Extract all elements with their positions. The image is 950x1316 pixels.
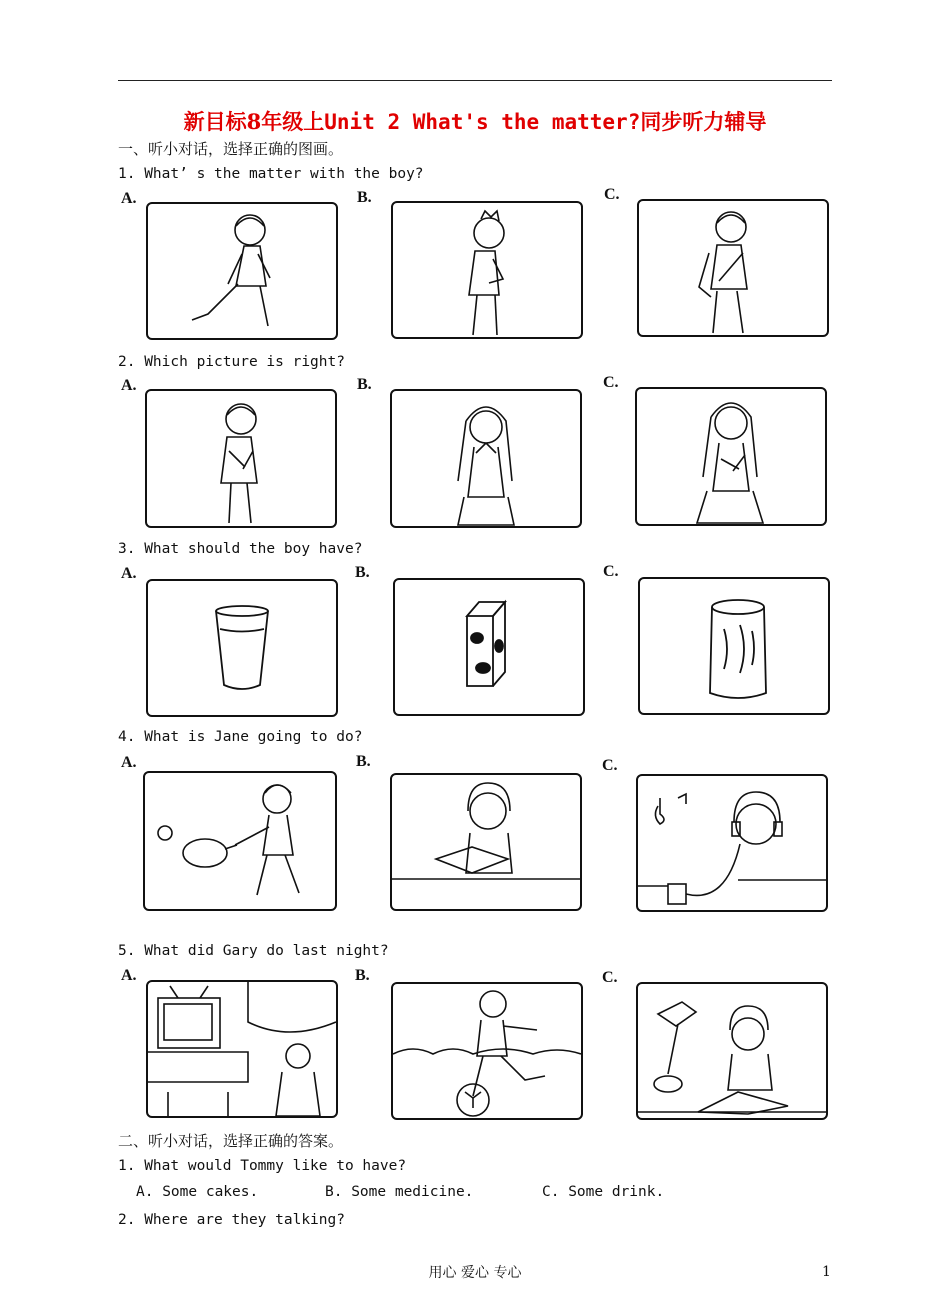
boy-hurt-arm-icon[interactable] [637, 199, 829, 337]
option-label: B. [357, 376, 372, 393]
option-label: B. [355, 967, 370, 984]
section2-question-1: 1. What would Tommy like to have? [118, 1158, 407, 1174]
boy-back-pain-icon[interactable] [391, 201, 583, 339]
water-glass-icon[interactable] [146, 579, 338, 717]
page-title: 新目标8年级上Unit 2 What's the matter?同步听力辅导 [183, 109, 767, 134]
boy-hurt-leg-icon[interactable] [146, 202, 338, 340]
option-label: B. [356, 753, 371, 770]
section2-heading: 二、听小对话，选择正确的答案。 [118, 1132, 344, 1150]
question-2: 2. Which picture is right? [118, 354, 345, 370]
answer-option-b[interactable]: B. Some medicine. [325, 1184, 474, 1200]
option-label: A. [121, 190, 137, 207]
top-rule [118, 80, 832, 81]
option-label: C. [602, 757, 618, 774]
girl-toothache-icon[interactable] [390, 389, 582, 528]
girl-music-icon[interactable] [636, 774, 828, 912]
soda-can-icon[interactable] [638, 577, 830, 715]
boy-soccer-icon[interactable] [391, 982, 583, 1120]
option-label: C. [604, 186, 620, 203]
boy-stomachache-icon[interactable] [145, 389, 337, 528]
tv-watching-icon[interactable] [146, 980, 338, 1118]
girl-reading-icon[interactable] [390, 773, 582, 911]
option-label: C. [603, 374, 619, 391]
answer-option-a[interactable]: A. Some cakes. [136, 1184, 259, 1200]
option-label: A. [121, 377, 137, 394]
option-label: A. [121, 565, 137, 582]
option-label: A. [121, 967, 137, 984]
option-label: A. [121, 754, 137, 771]
girl-stomachache-icon[interactable] [635, 387, 827, 526]
boy-homework-icon[interactable] [636, 982, 828, 1120]
answer-option-c[interactable]: C. Some drink. [542, 1184, 665, 1200]
option-label: B. [355, 564, 370, 581]
section2-question-2: 2. Where are they talking? [118, 1212, 345, 1228]
girl-tennis-icon[interactable] [143, 771, 337, 911]
question-5: 5. What did Gary do last night? [118, 943, 389, 959]
page-number: 1 [822, 1264, 831, 1280]
option-label: C. [603, 563, 619, 580]
milk-carton-icon[interactable] [393, 578, 585, 716]
section1-heading: 一、听小对话，选择正确的图画。 [118, 140, 344, 158]
question-1: 1. What’ s the matter with the boy? [118, 166, 424, 182]
question-4: 4. What is Jane going to do? [118, 729, 363, 745]
option-label: C. [602, 969, 618, 986]
question-3: 3. What should the boy have? [118, 541, 363, 557]
footer-text: 用心 爱心 专心 [428, 1265, 522, 1281]
option-label: B. [357, 189, 372, 206]
